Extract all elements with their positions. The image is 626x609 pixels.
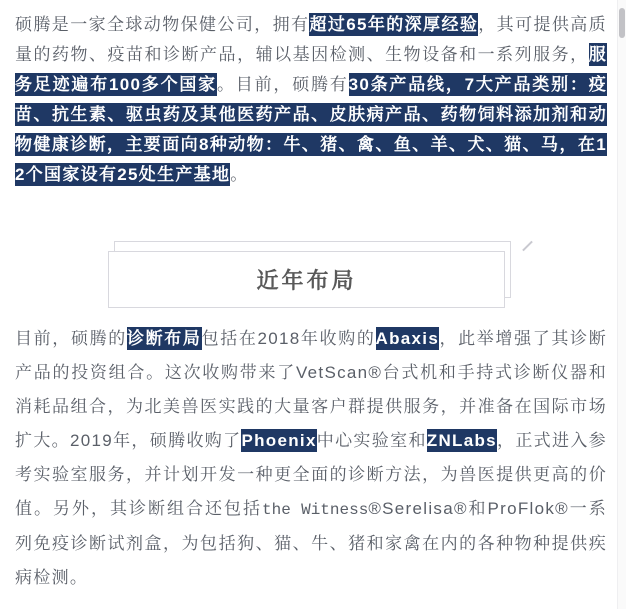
body-text: ，正式进入参考实验室服务，并计划开发一种更全面的诊断方法，为兽医提供更高的价值。另外，其诊断组合还包括	[15, 431, 607, 518]
body-text: ，此举增强了其诊断产品的投资组合。这次收购带来了VetScan®台式机和手持式诊断仪器和消耗品组合，为北美兽医实践的大量客户群提供服务，并准备在国际市场扩大。2019年，硕腾收购了	[15, 329, 607, 450]
section-banner	[108, 251, 505, 308]
section-title: 近年布局	[256, 268, 357, 293]
banner-front-layer	[108, 251, 505, 308]
document-content	[15, 0, 607, 595]
highlighted-text: 服务足迹遍布100多个国家	[15, 45, 607, 94]
highlighted-text: ZNLabs	[426, 431, 497, 450]
body-text: 中心实验室和	[316, 431, 427, 450]
body-text: 目前，硕腾的	[15, 329, 127, 348]
highlighted-text: 30条产品线，7大产品类别：疫苗、抗生素、驱虫药及其他医药产品、皮肤病产品、药物饲料添加剂和动物健康诊断，主要面向8种动物：牛、猪、禽、鱼、羊、犬、猫、马，在12个国家设有25处生产基地	[15, 75, 607, 184]
body-text: ®Serelisa®和ProFlok®一系列免疫诊断试剂盒，为包括狗、猫、牛、猪和家禽在内的各种物种提供疾病检测。	[15, 499, 607, 587]
body-text: 。	[230, 165, 249, 184]
highlighted-text: Abaxis	[375, 329, 440, 348]
intro-paragraph	[15, 10, 607, 190]
body-text: 包括在2018年收购的	[201, 329, 376, 348]
scrollbar-thumb[interactable]	[619, 8, 625, 38]
body-text: the Witness	[262, 501, 369, 519]
highlighted-text: 诊断布局	[126, 329, 202, 348]
corner-slash-decoration	[522, 241, 533, 252]
body-text: 硕腾是一家全球动物保健公司，拥有	[15, 15, 310, 34]
highlighted-text: 超过65年的深厚经验	[309, 15, 479, 34]
layout-paragraph	[15, 322, 607, 595]
body-text: ，其可提供高质量的药物、疫苗和诊断产品，辅以基因检测、生物设备和一系列服务，	[15, 15, 607, 64]
body-text: 。目前，硕腾有	[216, 75, 349, 94]
scrollbar[interactable]	[617, 0, 626, 609]
highlighted-text: Phoenix	[241, 431, 317, 450]
